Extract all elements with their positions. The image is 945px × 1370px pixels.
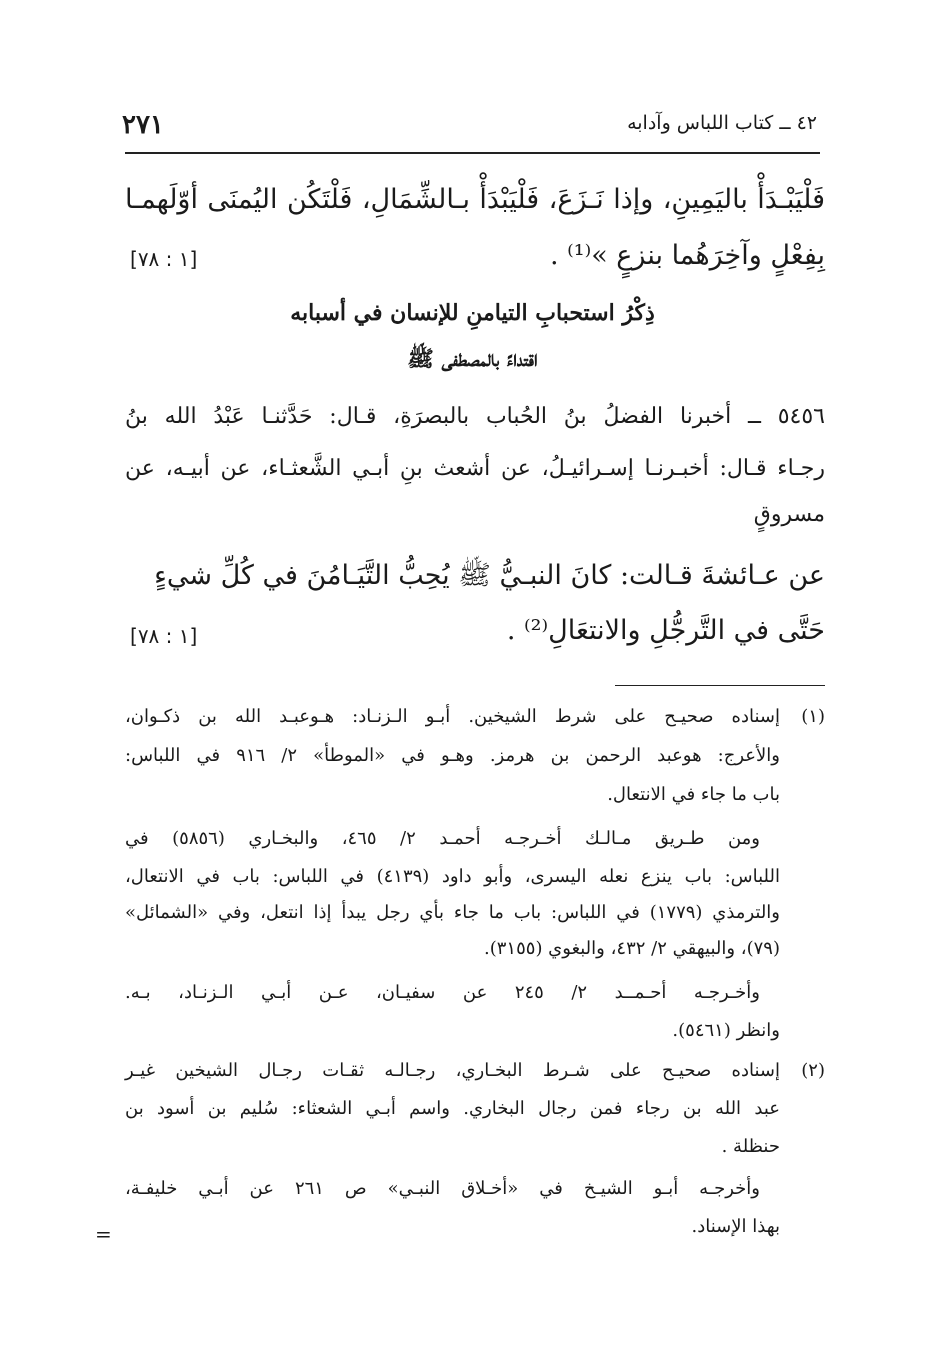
- hadith-reference: [١ : ٧٨]: [130, 624, 198, 648]
- footnote-1-para2-line-2: اللباس: باب ينزع نعله اليسرى، وأبو داود (٤١٣٩) في اللباس: باب في الانتعال،: [125, 866, 780, 887]
- footnote-1-para2-line-4: (٧٩)، والبيهقي ٢/ ٤٣٢، والبغوي (٣١٥٥).: [484, 938, 780, 959]
- footnote-rule: [615, 685, 825, 686]
- running-header-chapter: ٤٢ ــ كتاب اللباس وآدابه: [627, 112, 817, 134]
- prev-text-line-1: فَلْيَبْـدَأْ باليَمِينِ، وإذا نَـزَعَ، فَلْيَبْدَأْ بـالشِّمَالِ، فَلْتَكُن اليُمنَى أوّلَهمـا: [125, 184, 825, 215]
- footnote-1-para2-line-3: والترمذي (١٧٧٩) في اللباس: باب ما جاء بأي رجل يبدأ إذا انتعل، وفي «الشمائل»: [125, 902, 780, 923]
- hadith-matn-line-1: عن عـائشةَ قـالت: كانَ النبـيُّ ﷺ يُحِبُّ التَّيَـامُنَ في كُلِّ شيءٍ: [154, 560, 825, 591]
- header-rule: [125, 152, 820, 154]
- hadith-isnad-line-2: رجـاء قـال: أخبـرنـا إسـرائيـلُ، عن أشعث بنِ أبـي الشَّعثـاء، عن أبيـه، عن: [125, 456, 825, 481]
- prev-reference: [١ : ٧٨]: [130, 247, 198, 271]
- prev-text-line-2: بِفِعْلٍ وآخِرَهُما بنزعٍ »⁽¹⁾ .: [549, 240, 825, 271]
- footnote-2-marker: (٢): [801, 1060, 825, 1081]
- hadith-isnad-line-3: مسروقٍ: [753, 502, 825, 527]
- footnote-1-line-3: باب ما جاء في الانتعال.: [607, 784, 780, 805]
- footnote-2-para2-line-2: بهذا الإسناد.: [691, 1216, 780, 1237]
- section-heading-line-2: اقتداءً بالمصطفى ﷺ: [407, 346, 538, 372]
- hadith-matn-line-2: حَتَّى في التَّرجُّلِ والانتعَالِ⁽²⁾ .: [506, 615, 825, 646]
- section-heading-line-1: ذِكْرُ استحبابِ التيامنِ للإنسان في أسبابه: [290, 300, 655, 326]
- footnote-1-marker: (١): [801, 706, 825, 727]
- footnote-2-line-2: عبد الله بن رجاء فمن رجال البخاري. واسم أبـي الشعثاء: سُليم بن أسود بن: [125, 1098, 780, 1119]
- footnote-2-para2-line-1: وأخرجـه أبـو الشيـخ في «أخـلاق النبـي» ص ٢٦١ عن أبـي خليفـة،: [125, 1178, 760, 1199]
- footnote-2-line-3: حنظلة .: [721, 1136, 780, 1157]
- footnote-1-para3-line-1: وأخـرجـه أحـمــد ٢/ ٢٤٥ عن سفيـان، عـن أبـي الـزنـاد، بـه.: [125, 982, 760, 1003]
- margin-continuation-mark: =: [95, 1222, 112, 1246]
- footnote-1-line-2: والأعرج: هوعبد الرحمن بن هرمز. وهـو في «الموطأ» ٢/ ٩١٦ في اللباس:: [125, 745, 781, 766]
- footnote-2-line-1: إسناده صحيـح على شـرط البخـاري، رجـالـه ثقـات رجـال الشيخين غيـر: [125, 1060, 780, 1081]
- footnote-1-para2-line-1: ومن طـريق مـالـك أخـرجـه أحمـد ٢/ ٤٦٥، والبخـاري (٥٨٥٦) في: [125, 828, 760, 849]
- page-number: ٢٧١: [122, 110, 164, 140]
- footnote-1-para3-line-2: وانظر (٥٤٦١).: [672, 1020, 780, 1041]
- hadith-isnad-line-1: ٥٤٥٦ ــ أخبرنا الفضلُ بنُ الحُباب بالبصرَةِ، قـال: حَدَّثنـا عَبْدُ الله بنُ: [125, 404, 825, 429]
- footnote-1-line-1: إسناده صحيـح على شرط الشيخين. أبـو الـزنـاد: هـوعبـد الله بن ذكـوان،: [125, 706, 780, 727]
